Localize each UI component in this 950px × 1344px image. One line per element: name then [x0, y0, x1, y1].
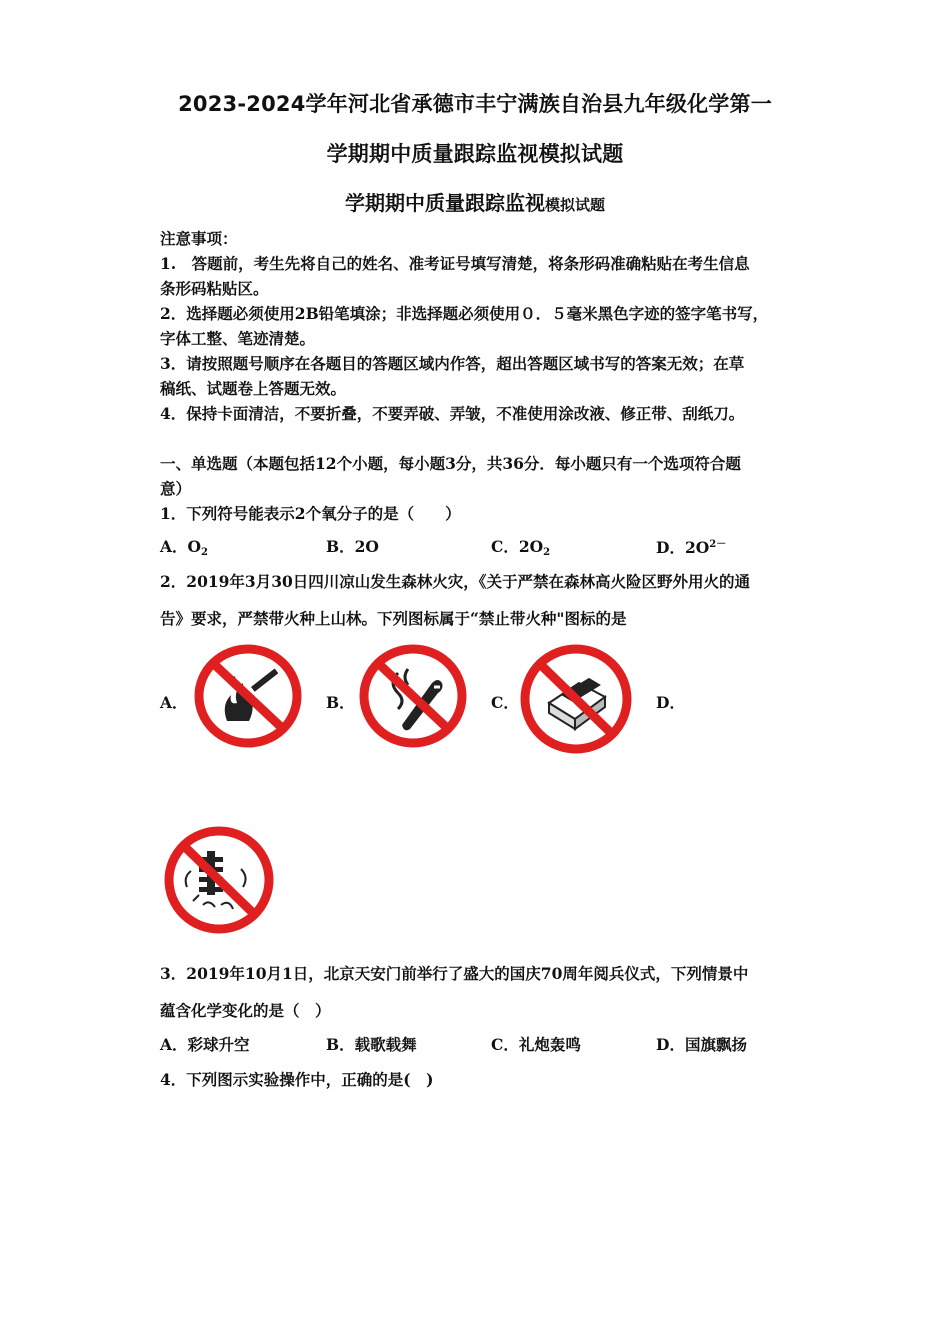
question-2-stem-cont: 告》要求，严禁带火种上山林。下列图标属于“禁止带火种"图标的是	[160, 609, 627, 628]
q2-option-d-label: D．	[656, 693, 685, 712]
section-heading-cont: 意）	[160, 479, 192, 498]
q1-option-d: D．$2O^{2-}$	[656, 538, 727, 557]
section-heading: 一、单选题（本题包括12个小题，每小题3分，共36分．每小题只有一个选项符合题	[160, 454, 741, 473]
notice-item-3: 3．请按照题号顺序在各题目的答题区域内作答，超出答题区域书写的答案无效；在草	[160, 354, 745, 373]
notice-item-2-cont: 字体工整、笔迹清楚。	[160, 329, 316, 348]
question-4-stem: 4．下列图示实验操作中，正确的是( )	[160, 1070, 434, 1089]
page-title: 2023-2024学年河北省承德市丰宁满族自治县九年级化学第一	[178, 92, 772, 116]
q3-option-c: C．礼炮轰鸣	[491, 1035, 581, 1054]
subtitle-small: 模拟试题	[544, 196, 605, 214]
q2-option-c-label: C．	[491, 693, 519, 712]
q1-option-a: A．$O_2$	[160, 537, 208, 558]
no-matches-icon	[519, 643, 633, 755]
q3-option-b: B．载歌载舞	[326, 1035, 417, 1054]
subtitle-main: 学期期中质量跟踪监视	[344, 191, 545, 215]
question-1-stem: 1．下列符号能表示2个氧分子的是（ ）	[160, 504, 461, 523]
no-burning-icon	[193, 643, 303, 749]
page-subtitle	[0, 187, 950, 216]
notice-item-3-cont: 稿纸、试题卷上答题无效。	[160, 379, 347, 398]
question-3-stem: 3．2019年10月1日，北京天安门前举行了盛大的国庆70周年阅兵仪式，下列情景中	[160, 964, 749, 983]
q2-option-b-label: B．	[326, 693, 355, 712]
notice-item-1-cont: 条形码粘贴区。	[160, 279, 269, 298]
q3-option-d: D．国旗飘扬	[656, 1035, 747, 1054]
notice-item-4: 4．保持卡面清洁，不要折叠，不要弄破、弄皱，不准使用涂改液、修正带、刮纸刀。	[160, 404, 745, 423]
no-smoking-icon	[358, 643, 468, 749]
question-2-stem: 2．2019年3月30日四川凉山发生森林火灾，《关于严禁在森林高火险区野外用火的通	[160, 572, 751, 591]
notice-heading: 注意事项：	[160, 229, 238, 248]
page-title-line2: 学期期中质量跟踪监视模拟试题	[326, 142, 624, 166]
no-fireworks-icon	[163, 825, 275, 935]
q1-option-b: B．2O	[326, 537, 379, 556]
question-3-stem-cont: 蕴含化学变化的是（ ）	[160, 1001, 331, 1020]
notice-item-1: 1. 答题前，考生先将自己的姓名、准考证号填写清楚，将条形码准确粘贴在考生信息	[160, 254, 750, 273]
q3-option-a: A．彩球升空	[160, 1035, 250, 1054]
q2-option-a-label: A．	[160, 693, 188, 712]
q1-option-c: C．$2O_2$	[491, 537, 551, 558]
notice-item-2: 2．选择题必须使用2B铅笔填涂；非选择题必须使用０．５毫米黑色字迹的签字笔书写，	[160, 304, 769, 323]
